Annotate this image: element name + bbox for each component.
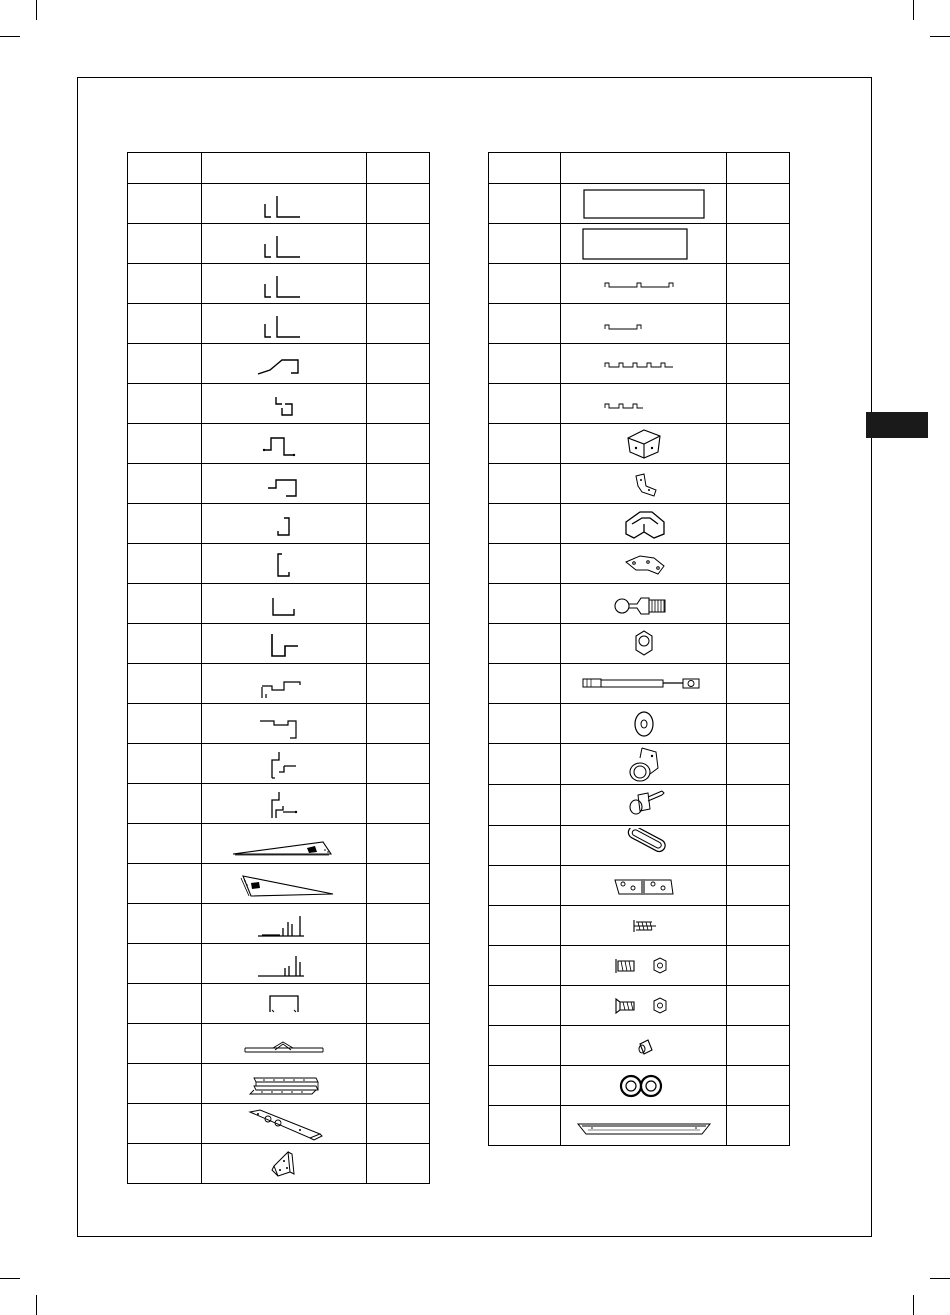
table-row: [128, 184, 430, 224]
l-angle-profile-icon: [254, 188, 314, 220]
qty-cell: [367, 464, 430, 504]
hinge-bracket-icon: [244, 1106, 324, 1142]
table-row: [128, 904, 430, 944]
part-no-cell: [128, 664, 202, 704]
qty-cell: [367, 1104, 430, 1144]
butt-hinge-icon: [609, 870, 679, 902]
parts-table-left: [127, 152, 430, 1184]
qty-cell: [727, 1066, 790, 1106]
part-no-cell: [489, 785, 561, 826]
qty-cell: [367, 664, 430, 704]
multi-joint-profile-icon: [599, 348, 689, 380]
table-row: [489, 986, 790, 1026]
header-cell: [367, 153, 430, 184]
qty-cell: [367, 544, 430, 584]
part-no-cell: [128, 344, 202, 384]
part-no-cell: [128, 944, 202, 984]
u-channel-profile-icon: [254, 588, 314, 620]
qty-cell: [727, 464, 790, 504]
j-channel-reversed-profile-icon: [254, 548, 314, 580]
oval-loop-icon: [609, 828, 679, 864]
stepped-z-profile-icon: [254, 748, 314, 780]
crop-mark: [36, 1295, 37, 1315]
part-no-cell: [489, 504, 561, 544]
u-lip-profile-icon: [254, 628, 314, 660]
part-no-cell: [489, 1026, 561, 1066]
mounting-clip-icon: [614, 548, 674, 580]
table-row: [128, 464, 430, 504]
section-tab: [866, 412, 928, 438]
table-row: [128, 744, 430, 784]
table-row: [489, 1066, 790, 1106]
qty-cell: [367, 424, 430, 464]
gable-plate-left-icon: [229, 868, 339, 900]
table-row: [128, 624, 430, 664]
part-no-cell: [128, 304, 202, 344]
qty-cell: [727, 504, 790, 544]
part-no-cell: [489, 866, 561, 906]
qty-cell: [727, 384, 790, 424]
qty-cell: [727, 1106, 790, 1146]
table-row: [128, 1104, 430, 1144]
qty-cell: [727, 785, 790, 826]
qty-cell: [727, 826, 790, 866]
table-row: [128, 344, 430, 384]
table-row: [489, 304, 790, 344]
part-no-cell: [128, 584, 202, 624]
header-cell: [202, 153, 367, 184]
cap-plug-icon: [614, 1030, 674, 1062]
table-row: [489, 826, 790, 866]
table-row: [128, 824, 430, 864]
header-cell: [561, 153, 727, 184]
part-no-cell: [128, 1064, 202, 1104]
part-no-cell: [489, 584, 561, 624]
knob-bolt-icon: [614, 785, 674, 825]
crop-mark: [913, 1295, 914, 1315]
crop-mark: [930, 1278, 950, 1279]
part-no-cell: [128, 904, 202, 944]
part-no-cell: [128, 1024, 202, 1064]
qty-cell: [367, 264, 430, 304]
part-no-cell: [489, 224, 561, 264]
table-row: [128, 984, 430, 1024]
table-row: [489, 624, 790, 664]
self-tapping-screw-icon: [614, 910, 674, 942]
qty-cell: [727, 664, 790, 704]
qty-cell: [727, 744, 790, 785]
table-row: [128, 1064, 430, 1104]
rectangular-panel-icon: [579, 187, 709, 221]
table-row: [489, 584, 790, 624]
qty-cell: [727, 704, 790, 744]
l-angle-profile-icon: [254, 308, 314, 340]
part-no-cell: [128, 824, 202, 864]
table-row: [128, 504, 430, 544]
wave-channel-reversed-profile-icon: [254, 708, 314, 740]
table-row: [128, 664, 430, 704]
part-no-cell: [489, 704, 561, 744]
qty-cell: [727, 184, 790, 224]
part-no-cell: [128, 184, 202, 224]
comb-profile-icon: [254, 908, 314, 940]
door-track-icon: [254, 988, 314, 1020]
table-row: [489, 424, 790, 464]
table-row: [128, 424, 430, 464]
header-cell: [727, 153, 790, 184]
part-no-cell: [128, 624, 202, 664]
rectangular-panel-icon: [579, 227, 709, 261]
stepped-z-profile-icon: [254, 788, 314, 820]
qty-cell: [367, 624, 430, 664]
rubber-grommet-icon: [609, 1068, 679, 1104]
flanged-bushing-icon: [614, 744, 674, 784]
table-header-row: [128, 153, 430, 184]
part-no-cell: [489, 184, 561, 224]
table-row: [128, 584, 430, 624]
j-channel-profile-icon: [254, 508, 314, 540]
qty-cell: [367, 784, 430, 824]
table-row: [128, 1024, 430, 1064]
qty-cell: [367, 1024, 430, 1064]
corner-bracket-icon: [254, 1146, 314, 1182]
part-no-cell: [489, 264, 561, 304]
table-row: [489, 184, 790, 224]
part-no-cell: [489, 624, 561, 664]
qty-cell: [727, 986, 790, 1026]
perforated-rail-icon: [244, 1068, 324, 1100]
qty-cell: [727, 264, 790, 304]
l-angle-profile-icon: [254, 228, 314, 260]
ridge-cap-icon: [239, 1028, 329, 1060]
comb-profile-icon: [254, 948, 314, 980]
table-row: [489, 744, 790, 785]
wave-channel-profile-icon: [254, 668, 314, 700]
qty-cell: [727, 344, 790, 384]
part-no-cell: [489, 826, 561, 866]
long-joint-profile-icon: [599, 268, 689, 300]
part-no-cell: [128, 424, 202, 464]
qty-cell: [367, 304, 430, 344]
qty-cell: [367, 224, 430, 264]
table-row: [128, 784, 430, 824]
part-no-cell: [128, 464, 202, 504]
qty-cell: [727, 544, 790, 584]
table-row: [128, 304, 430, 344]
part-no-cell: [128, 504, 202, 544]
countersunk-bolt-and-nut-icon: [604, 990, 684, 1022]
table-row: [489, 906, 790, 946]
qty-cell: [727, 304, 790, 344]
corner-cap-icon: [614, 506, 674, 542]
table-row: [489, 384, 790, 424]
table-row: [489, 1106, 790, 1146]
crop-mark: [36, 0, 37, 20]
bolt-and-nut-icon: [604, 950, 684, 982]
qty-cell: [727, 584, 790, 624]
table-row: [489, 866, 790, 906]
step-channel-profile-icon: [254, 468, 314, 500]
qty-cell: [367, 1064, 430, 1104]
crop-mark: [930, 36, 950, 37]
part-no-cell: [489, 544, 561, 584]
gas-strut-icon: [579, 668, 709, 700]
s-bend-profile-icon: [254, 388, 314, 420]
qty-cell: [727, 624, 790, 664]
l-angle-profile-icon: [254, 268, 314, 300]
qty-cell: [367, 704, 430, 744]
part-no-cell: [128, 1104, 202, 1144]
table-row: [489, 344, 790, 384]
qty-cell: [367, 384, 430, 424]
table-row: [489, 704, 790, 744]
part-no-cell: [128, 744, 202, 784]
header-cell: [128, 153, 202, 184]
qty-cell: [367, 864, 430, 904]
part-no-cell: [489, 304, 561, 344]
part-no-cell: [489, 1106, 561, 1146]
crop-mark: [0, 1278, 20, 1279]
small-bracket-icon: [614, 468, 674, 500]
part-no-cell: [128, 984, 202, 1024]
header-cell: [489, 153, 561, 184]
hex-nut-icon: [614, 626, 674, 662]
part-no-cell: [128, 1144, 202, 1184]
qty-cell: [367, 984, 430, 1024]
part-no-cell: [128, 864, 202, 904]
table-row: [489, 1026, 790, 1066]
part-no-cell: [489, 464, 561, 504]
gable-plate-right-icon: [229, 828, 339, 860]
table-row: [128, 944, 430, 984]
part-no-cell: [489, 946, 561, 986]
table-row: [489, 544, 790, 584]
ball-stud-icon: [609, 586, 679, 622]
qty-cell: [727, 946, 790, 986]
part-no-cell: [489, 384, 561, 424]
qty-cell: [727, 224, 790, 264]
floor-tray-icon: [574, 1110, 714, 1142]
qty-cell: [727, 866, 790, 906]
table-row: [128, 264, 430, 304]
part-no-cell: [128, 384, 202, 424]
part-no-cell: [489, 1066, 561, 1106]
table-row: [128, 704, 430, 744]
part-no-cell: [489, 986, 561, 1026]
qty-cell: [367, 504, 430, 544]
part-no-cell: [128, 264, 202, 304]
table-row: [489, 464, 790, 504]
corner-block-icon: [614, 426, 674, 462]
table-row: [489, 785, 790, 826]
qty-cell: [367, 944, 430, 984]
z-step-profile-icon: [254, 348, 314, 380]
part-no-cell: [489, 664, 561, 704]
qty-cell: [367, 1144, 430, 1184]
qty-cell: [727, 1026, 790, 1066]
part-no-cell: [489, 906, 561, 946]
part-no-cell: [489, 744, 561, 785]
table-row: [128, 864, 430, 904]
qty-cell: [367, 344, 430, 384]
part-no-cell: [128, 704, 202, 744]
table-header-row: [489, 153, 790, 184]
part-no-cell: [489, 344, 561, 384]
table-row: [489, 264, 790, 304]
part-no-cell: [489, 424, 561, 464]
part-no-cell: [128, 224, 202, 264]
table-row: [489, 504, 790, 544]
qty-cell: [727, 424, 790, 464]
table-row: [128, 1144, 430, 1184]
table-row: [128, 224, 430, 264]
qty-cell: [367, 584, 430, 624]
qty-cell: [727, 906, 790, 946]
short-joint-profile-icon: [599, 308, 689, 340]
table-row: [128, 544, 430, 584]
table-row: [489, 664, 790, 704]
table-row: [489, 224, 790, 264]
qty-cell: [367, 184, 430, 224]
qty-cell: [367, 904, 430, 944]
crop-mark: [913, 0, 914, 20]
short-multi-joint-profile-icon: [599, 388, 689, 420]
part-no-cell: [128, 544, 202, 584]
crop-mark: [0, 36, 20, 37]
qty-cell: [367, 744, 430, 784]
table-row: [128, 384, 430, 424]
parts-table-right: [488, 152, 790, 1146]
flat-washer-icon: [614, 706, 674, 742]
table-row: [489, 946, 790, 986]
qty-cell: [367, 824, 430, 864]
hat-step-profile-icon: [254, 428, 314, 460]
part-no-cell: [128, 784, 202, 824]
